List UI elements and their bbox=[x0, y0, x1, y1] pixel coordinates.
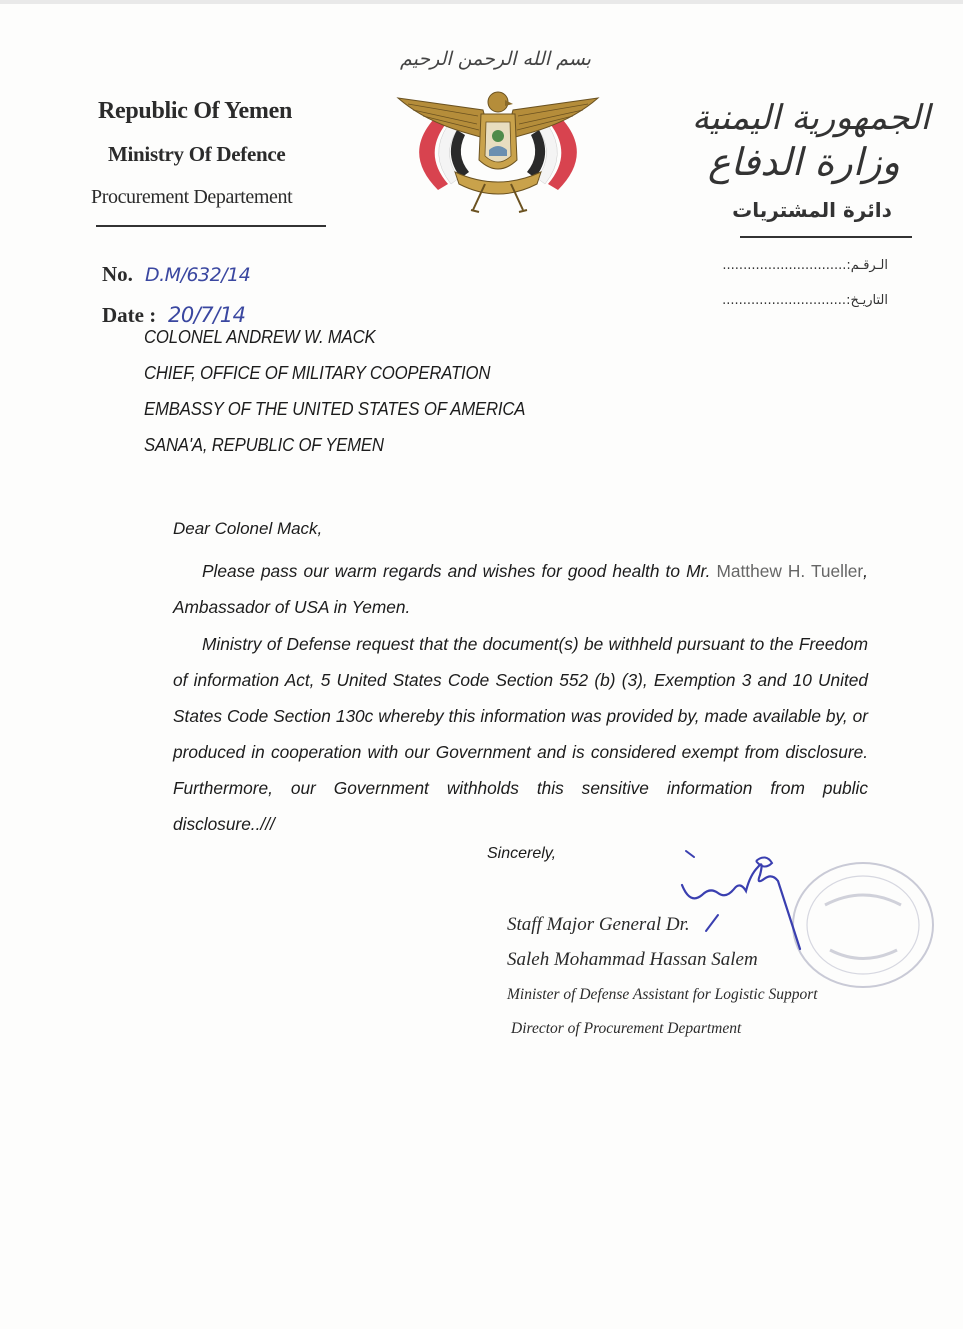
signatory-rank: Staff Major General Dr. bbox=[507, 914, 690, 935]
arabic-number-field: الـرقـم:.............................. bbox=[722, 258, 888, 273]
header-divider-left bbox=[96, 225, 326, 227]
paragraph-regards-text-b: , Ambassador of USA in Yemen. bbox=[173, 561, 868, 617]
reference-date-value: 20/7/14 bbox=[168, 303, 246, 327]
paragraph-regards-text-a: Please pass our warm regards and wishes for good health to Mr. bbox=[202, 561, 717, 581]
paragraph-foia-request: Ministry of Defense request that the document(s) be withheld pursuant to the Freedom of information Act, 5 United States Code Section 552 (b) (3), Exemption 3 and 10 United States Code Section 130c whereby this information was provided by, made available by, or produced in cooperation with our Government and is considered exempt from disclosure. Furthermore, our Government withholds this sensitive information from public disclosure../// bbox=[173, 634, 868, 834]
header-arabic-department: دائرة المشتريات bbox=[732, 198, 892, 222]
header-ministry: Ministry Of Defence bbox=[108, 142, 286, 166]
signatory-department: Director of Procurement Department bbox=[511, 1020, 742, 1037]
ambassador-name: Matthew H. Tueller bbox=[716, 561, 864, 581]
signatory-title: Minister of Defense Assistant for Logistic Support bbox=[507, 986, 818, 1003]
recipient-line-1: COLONEL ANDREW W. MACK bbox=[144, 327, 376, 347]
recipient-line-3: EMBASSY OF THE UNITED STATES OF AMERICA bbox=[144, 399, 526, 419]
bismillah: بسم الله الرحمن الرحيم bbox=[400, 48, 591, 70]
header-arabic-republic: الجمهورية اليمنية bbox=[691, 98, 930, 138]
header-arabic-ministry: وزارة الدفاع bbox=[707, 140, 900, 184]
header-republic: Republic Of Yemen bbox=[98, 98, 293, 124]
paragraph-regards bbox=[173, 553, 868, 625]
handwritten-signature-icon bbox=[660, 845, 820, 960]
reference-number-value: D.M/632/14 bbox=[145, 264, 251, 286]
yemen-eagle-emblem-icon bbox=[393, 80, 603, 225]
signatory-name: Saleh Mohammad Hassan Salem bbox=[507, 949, 758, 970]
header-department: Procurement Departement bbox=[91, 186, 293, 208]
recipient-line-2: CHIEF, OFFICE OF MILITARY COOPERATION bbox=[144, 363, 491, 383]
salutation: Dear Colonel Mack, bbox=[173, 519, 323, 538]
reference-number-label: No. bbox=[102, 262, 133, 286]
reference-date-label: Date : bbox=[102, 303, 157, 327]
recipient-line-4: SANA'A, REPUBLIC OF YEMEN bbox=[144, 435, 384, 455]
closing: Sincerely, bbox=[487, 845, 557, 862]
arabic-date-field: التاريـخ:.............................. bbox=[722, 293, 888, 308]
page-top-edge bbox=[0, 0, 963, 4]
header-divider-right bbox=[740, 236, 912, 238]
